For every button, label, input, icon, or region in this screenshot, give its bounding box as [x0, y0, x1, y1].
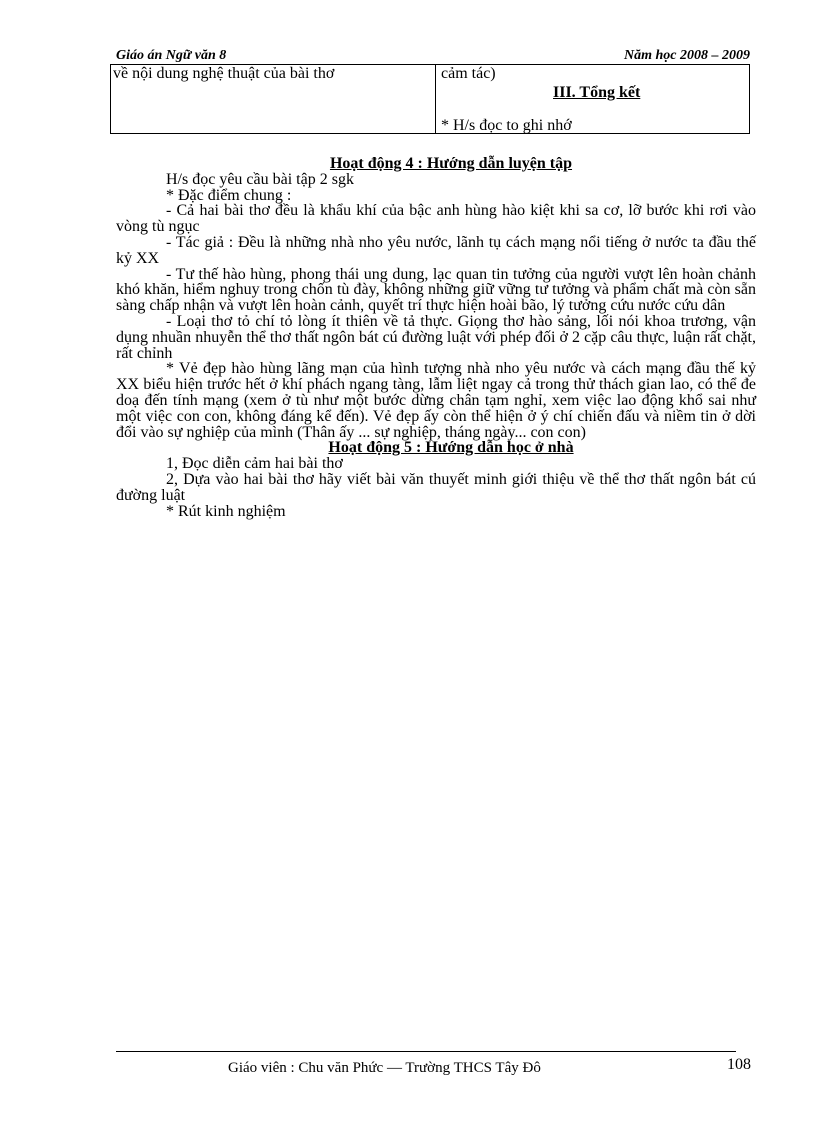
activity4-paragraph: H/s đọc yêu cầu bài tập 2 sgk: [166, 170, 354, 188]
table-right-line3: * H/s đọc to ghi nhớ: [441, 117, 572, 134]
lesson-table: [110, 64, 750, 134]
activity5-paragraph: 1, Đọc diễn cảm hai bài thơ: [166, 455, 343, 473]
table-right-line1: cảm tác): [441, 65, 496, 82]
table-left-text: về nội dung nghệ thuật của bài thơ: [113, 65, 335, 82]
activity4-paragraph: - Tư thế hào hùng, phong thái ung dung, lạc quan tin tưởng của người vượt lên hoàn chảnh khó khăn, hiểm nghuy trong chốn tù đày, không những giữ vững tư tưởng và phẩm chất mà còn sẵn sàng chấp nhận và vượt lên hoàn cảnh, quyết trí thực hiện hoài bão, lý tưởng cứu nước cứu dân: [116, 265, 756, 315]
activity5-heading: Hoạt động 5 : Hướng dẫn học ở nhà: [328, 439, 574, 457]
activity4-paragraph: - Cả hai bài thơ đều là khẩu khí của bậc anh hùng hào kiệt khi sa cơ, lỡ bước khi rơi vào vòng tù ngục: [116, 202, 756, 236]
header-school-year: Năm học 2008 – 2009: [624, 48, 750, 63]
table-left-cell: [111, 65, 436, 134]
activity4-paragraph: * Đặc điểm chung :: [166, 186, 292, 204]
activity5-paragraph: 2, Dựa vào hai bài thơ hãy viết bài văn thuyết minh giới thiệu về thể thơ thất ngôn bát cú đường luật: [116, 470, 756, 504]
activity4-paragraph: - Loại thơ tỏ chí tỏ lòng ít thiên về tả thực. Giọng thơ hào sảng, lối nói khoa trương, vận dụng nhuần nhuyễn thể thơ thất ngôn bát cú đường luật với phép đối ở 2 cặp câu thực, luận rất chặt, rất chỉnh: [116, 312, 756, 362]
activity4-paragraph: * Vẻ đẹp hào hùng lãng mạn của hình tượng nhà nho yêu nước và cách mạng đầu thế kỷ XX biểu hiện trước hết ở khí phách ngang tàng, lẫm liệt ngay cả trong thử thách gian lao, có thể đe doạ đến tính mạng (xem ở tù như một bước dừng chân tạm nghỉ, xem việc lao động khổ sai như một việc con con, không đáng kể đến). Vẻ đẹp ấy còn thể hiện ở ý chí chiến đấu và niềm tin ở dời đổi vào sự nghiệp của mình (Thân ấy ... sự nghiệp, tháng ngày... con con): [116, 360, 756, 441]
page-header: [116, 48, 750, 65]
footer-teacher: Giáo viên : Chu văn Phức — Trường THCS Tây Đô: [228, 1060, 541, 1076]
lesson-body: [116, 156, 756, 519]
footer-divider: [116, 1051, 736, 1052]
section-heading-summary: III. Tổng kết: [553, 84, 641, 101]
activity4-heading: Hoạt động 4 : Hướng dẫn luyện tập: [329, 155, 573, 172]
activity5-paragraph: * Rút kinh nghiệm: [166, 502, 286, 520]
activity4-paragraph: - Tác giả : Đều là những nhà nho yêu nước, lãnh tụ cách mạng nổi tiếng ở nước ta đầu thế kỷ XX: [116, 233, 756, 267]
table-right-cell: [436, 65, 750, 134]
page-number: 108: [727, 1056, 751, 1073]
header-subject: Giáo án Ngữ văn 8: [116, 48, 227, 63]
